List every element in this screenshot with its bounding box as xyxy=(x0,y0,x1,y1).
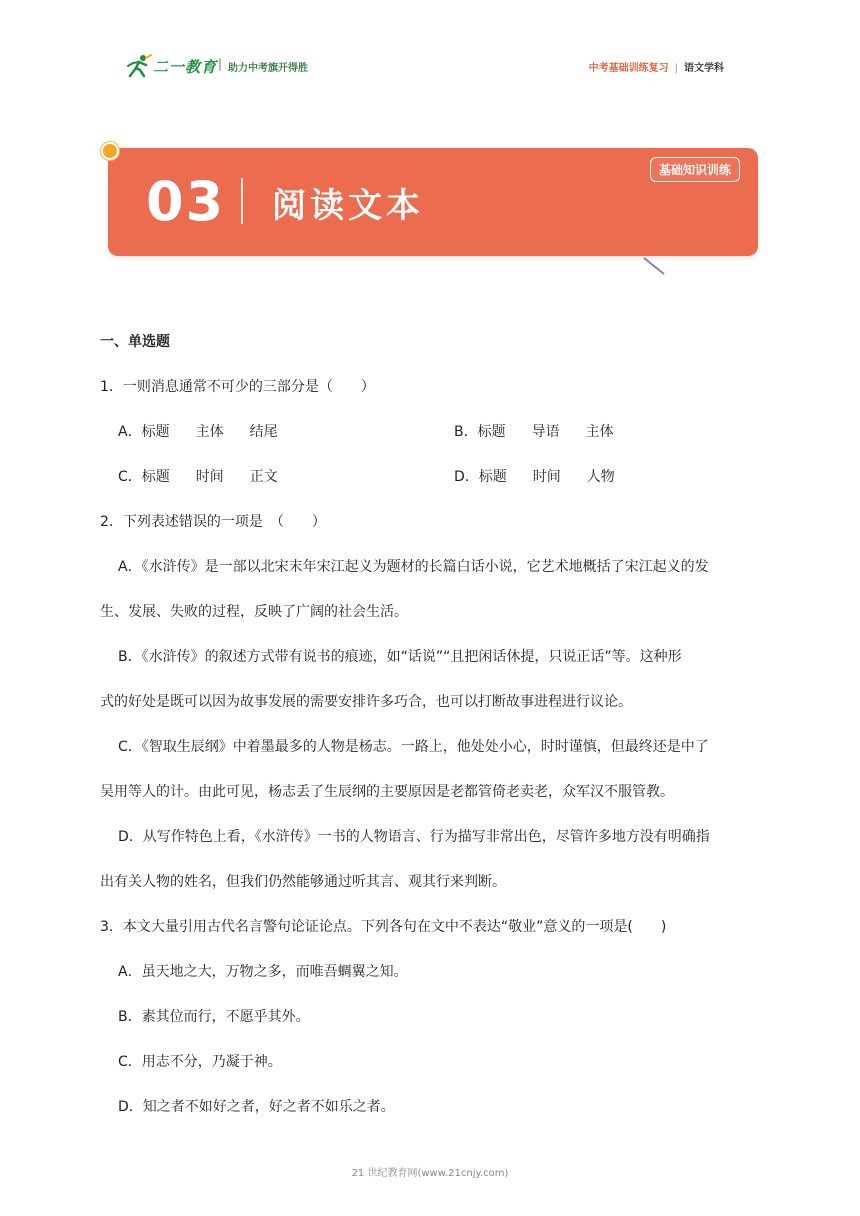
banner-ribbon-icon xyxy=(640,256,670,278)
question-2-option-a-line-2: 生、发展、失败的过程，反映了广阔的社会生活。 xyxy=(100,604,408,620)
option-part: 标题 xyxy=(477,424,506,440)
banner-divider xyxy=(241,178,243,224)
option-letter: D． xyxy=(454,469,479,485)
page-footer: 21 世纪教育网(www.21cnjy.com) xyxy=(351,1168,509,1179)
training-tag-badge: 基础知识训练 xyxy=(650,157,740,182)
question-3-option-a: A．虽天地之大，万物之多，而唯吾蜩翼之知。 xyxy=(118,964,408,980)
question-3-option-d: D．知之者不如好之者，好之者不如乐之者。 xyxy=(118,1099,395,1115)
banner-pin-dot-icon xyxy=(101,142,119,160)
logo-separator: | xyxy=(218,57,223,71)
question-3-option-c: C．用志不分，乃凝于神。 xyxy=(118,1054,282,1070)
question-2-option-b-line-2: 式的好处是既可以因为故事发展的需要安排许多巧合，也可以打断故事进程进行议论。 xyxy=(100,694,632,710)
question-3-option-b: B．素其位而行，不愿乎其外。 xyxy=(118,1009,310,1025)
question-2-stem: 2．下列表述错误的一项是 （ ） xyxy=(100,514,326,530)
option-letter: B． xyxy=(454,424,478,440)
question-2-option-c-line-1: C．《智取生辰纲》中着墨最多的人物是杨志。一路上，他处处小心，时时谨慎，但最终还是中了 xyxy=(118,739,709,755)
option-part: 导语 xyxy=(531,424,560,440)
question-2-option-d-line-2: 出有关人物的姓名，但我们仍然能够通过听其言、观其行来判断。 xyxy=(100,874,506,890)
runner-logo-icon xyxy=(124,54,152,78)
chapter-title: 阅读文本 xyxy=(272,186,424,226)
question-1-stem: 1．一则消息通常不可少的三部分是（ ） xyxy=(100,379,375,395)
subject-name: 语文学科 xyxy=(684,63,724,74)
option-part: 主体 xyxy=(585,424,614,440)
option-part: 标题 xyxy=(141,424,170,440)
question-1-option-b xyxy=(454,421,614,441)
option-part: 标题 xyxy=(141,469,170,485)
option-part: 结尾 xyxy=(249,424,278,440)
brand-logo-text: 二一教育 xyxy=(153,58,218,76)
option-part: 时间 xyxy=(532,469,561,485)
question-2-option-d-line-1: D．从写作特色上看，《水浒传》一书的人物语言、行为描写非常出色，尽管许多地方没有明确指 xyxy=(118,829,710,845)
option-part: 人物 xyxy=(586,469,615,485)
question-3-stem: 3．本文大量引用古代名言警句论证论点。下列各句在文中不表达“敬业”意义的一项是( ) xyxy=(100,919,667,935)
section-heading: 一、单选题 xyxy=(100,334,170,350)
question-2-option-b-line-1: B．《水浒传》的叙述方式带有说书的痕迹，如“话说”“且把闲话休提，只说正话”等。这种形 xyxy=(118,649,682,665)
page-header xyxy=(0,0,860,90)
option-letter: C． xyxy=(118,469,142,485)
option-part: 主体 xyxy=(195,424,224,440)
option-part: 正文 xyxy=(249,469,278,485)
header-course-info xyxy=(589,59,724,74)
option-part: 标题 xyxy=(478,469,507,485)
chapter-banner xyxy=(108,148,758,256)
question-2-option-a-line-1: A．《水浒传》是一部以北宋末年宋江起义为题材的长篇白话小说，它艺术地概括了宋江起义的发 xyxy=(118,559,709,575)
question-1-option-c xyxy=(118,466,278,486)
option-part: 时间 xyxy=(195,469,224,485)
brand-slogan: 助力中考旗开得胜 xyxy=(228,63,308,74)
chapter-number: 03 xyxy=(146,170,226,233)
question-2-option-c-line-2: 吴用等人的计。由此可见，杨志丢了生辰纲的主要原因是老都管倚老卖老，众军汉不服管教。 xyxy=(100,784,674,800)
course-name: 中考基础训练复习 xyxy=(588,63,669,74)
header-separator: | xyxy=(674,63,678,74)
question-1-option-d xyxy=(454,466,615,486)
option-letter: A． xyxy=(118,424,142,440)
question-1-option-a xyxy=(118,421,278,441)
